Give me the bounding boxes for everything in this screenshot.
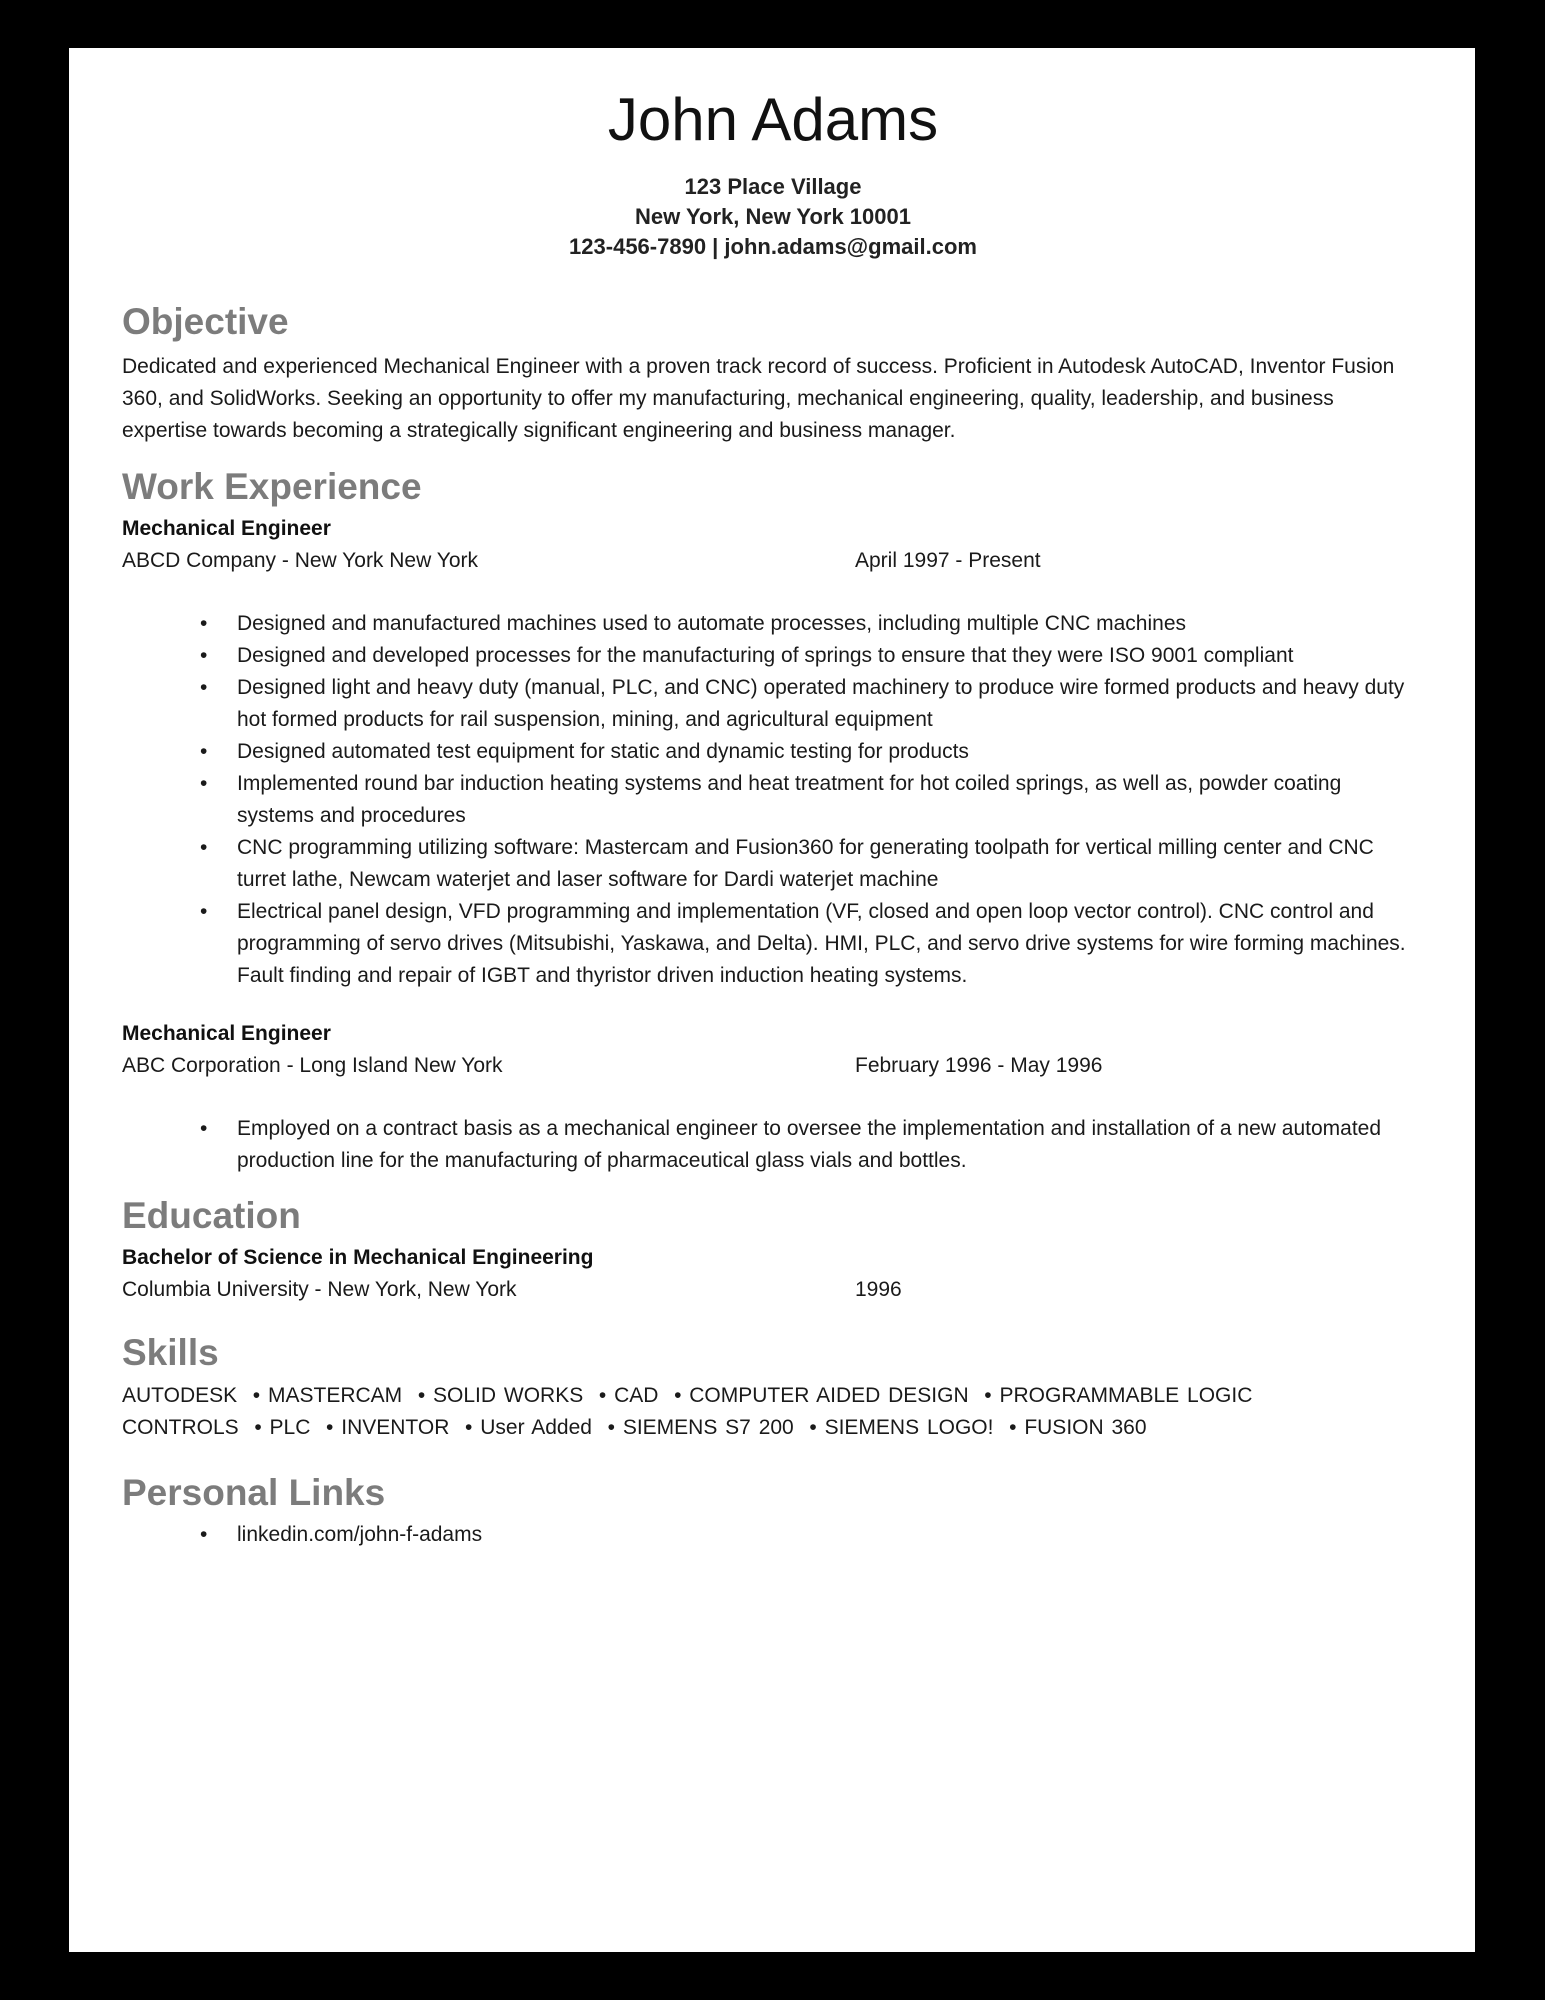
- job-title: Mechanical Engineer: [122, 1022, 331, 1045]
- bullet-item: • Implemented round bar induction heating systems and heat treatment for hot coiled springs, as well as, powder coating systems and procedures: [237, 768, 1424, 832]
- company-row: [122, 545, 1424, 577]
- bullet-item: • Designed light and heavy duty (manual, PLC, and CNC) operated machinery to produce wire formed products and heavy duty hot formed products for rail suspension, mining, and agricultural equipment: [237, 672, 1424, 736]
- bullet-item: • Designed and developed processes for the manufacturing of springs to ensure that they were ISO 9001 compliant: [237, 640, 1424, 672]
- graduation-year: 1996: [855, 1278, 902, 1301]
- skills-list: AUTODESK • MASTERCAM • SOLID WORKS • CAD • COMPUTER AIDED DESIGN • PROGRAMMABLE LOGIC CONTROLS • PLC • INVENTOR • User Added • SIEMENS S7 200 • SIEMENS LOGO! • FUSION 360: [122, 1384, 1253, 1439]
- job-dates: February 1996 - May 1996: [855, 1054, 1103, 1077]
- bullet-item: • CNC programming utilizing software: Mastercam and Fusion360 for generating toolpath for vertical milling center and CNC turret lathe, Newcam waterjet and laser software for Dardi waterjet machine: [237, 832, 1424, 896]
- job-title: Mechanical Engineer: [122, 517, 331, 540]
- company-row: [122, 1050, 1424, 1082]
- section-heading-education: Education: [122, 1195, 301, 1236]
- resume-page: [69, 48, 1475, 1952]
- person-name: John Adams: [607, 86, 939, 153]
- section-heading-skills: Skills: [122, 1332, 219, 1373]
- school-row: [122, 1274, 1424, 1306]
- job-entry-2: [122, 1018, 1424, 1177]
- bullet-item: • Employed on a contract basis as a mechanical engineer to oversee the implementation and installation of a new automated production line for the manufacturing of pharmaceutical glass vials and bottles.: [237, 1113, 1424, 1177]
- bullet-item: • Electrical panel design, VFD programming and implementation (VF, closed and open loop vector control). CNC control and programming of servo drives (Mitsubishi, Yaskawa, and Delta). HMI, PLC, and servo drive systems for wire forming machines. Fault finding and repair of IGBT and thyristor driven induction heating systems.: [237, 896, 1424, 992]
- company-name: ABC Corporation - Long Island New York: [122, 1054, 503, 1077]
- address-line-1: 123 Place Village: [684, 174, 862, 199]
- job-dates: April 1997 - Present: [855, 549, 1041, 572]
- phone-email-line: 123-456-7890 | john.adams@gmail.com: [569, 234, 977, 259]
- section-heading-personal-links: Personal Links: [122, 1472, 386, 1513]
- objective-paragraph: Dedicated and experienced Mechanical Engineer with a proven track record of success. Proficient in Autodesk AutoCAD, Inventor Fusion 360, and SolidWorks. Seeking an opportunity to offer my manufacturing, mechanical engineering, quality, leadership, and business expertise towards becoming a strategically significant engineering and business manager.: [122, 355, 1395, 442]
- job-bullet-list: [122, 608, 1424, 992]
- contact-block: [122, 172, 1424, 262]
- school-name: Columbia University - New York, New York: [122, 1278, 517, 1301]
- resume-content: [122, 85, 1424, 1551]
- linkedin-link: • linkedin.com/john-f-adams: [237, 1519, 1424, 1551]
- job-bullet-list: [122, 1113, 1424, 1177]
- company-name: ABCD Company - New York New York: [122, 549, 478, 572]
- address-line-2: New York, New York 10001: [635, 204, 911, 229]
- degree-title: Bachelor of Science in Mechanical Engineering: [122, 1246, 594, 1269]
- bullet-item: • Designed and manufactured machines used to automate processes, including multiple CNC machines: [237, 608, 1424, 640]
- section-heading-objective: Objective: [122, 301, 289, 342]
- section-heading-work-experience: Work Experience: [122, 466, 422, 507]
- personal-links-list: [122, 1519, 1424, 1551]
- job-entry-1: [122, 513, 1424, 992]
- bullet-item: • Designed automated test equipment for static and dynamic testing for products: [237, 736, 1424, 768]
